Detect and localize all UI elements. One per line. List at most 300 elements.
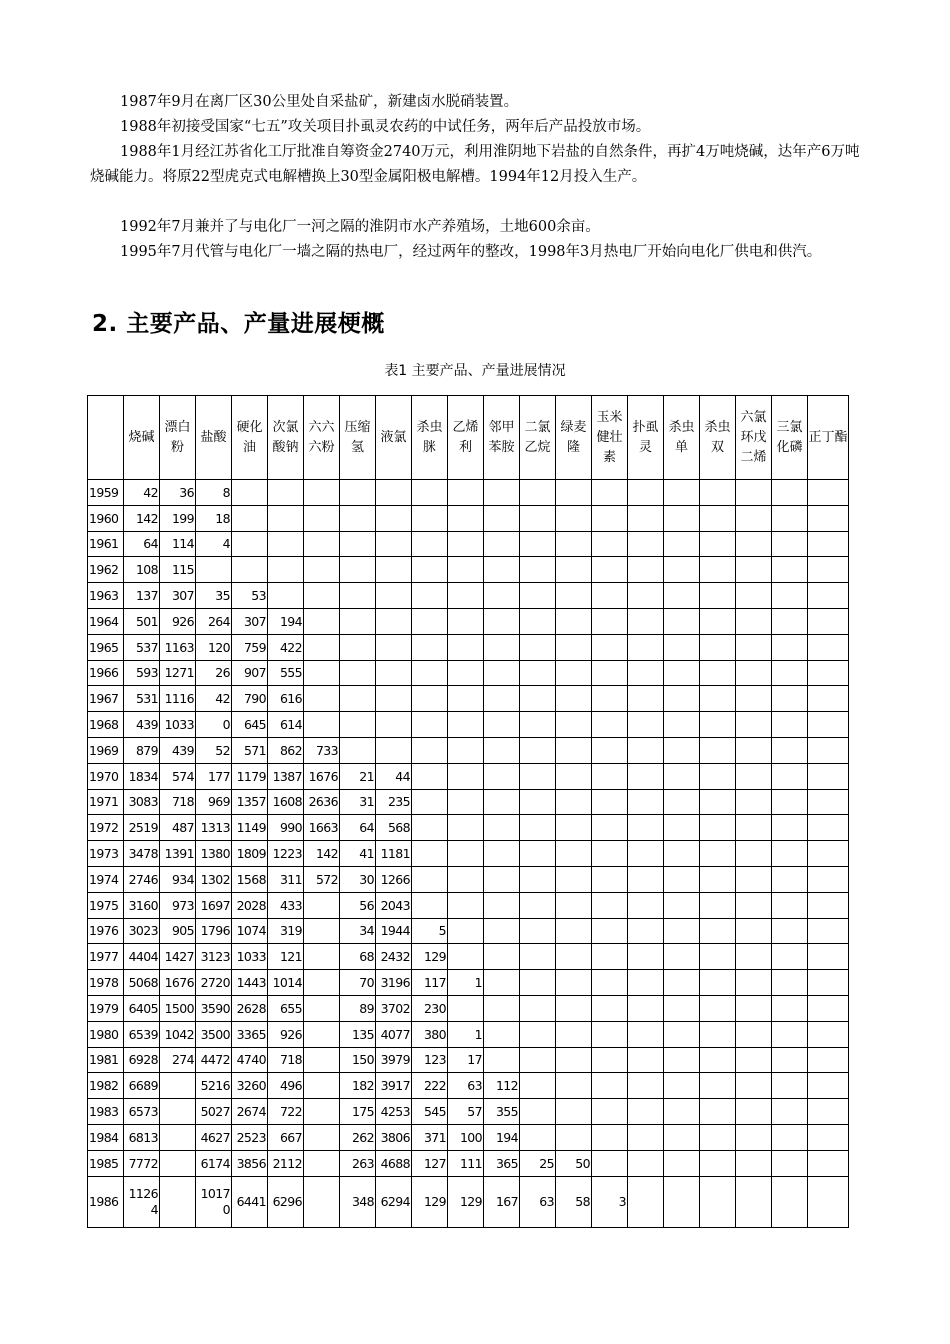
table-cell xyxy=(412,480,448,506)
table-cell xyxy=(772,1047,808,1073)
table-cell xyxy=(700,1099,736,1125)
table-cell xyxy=(736,1124,772,1150)
table-cell xyxy=(808,480,849,506)
table-cell xyxy=(448,660,484,686)
year-cell: 1976 xyxy=(88,918,124,944)
table-cell xyxy=(556,480,592,506)
table-cell xyxy=(736,1021,772,1047)
table-cell xyxy=(556,660,592,686)
table-cell xyxy=(520,944,556,970)
table-cell xyxy=(628,1150,664,1176)
table-cell xyxy=(304,995,340,1021)
table-cell xyxy=(448,815,484,841)
table-cell: 35 xyxy=(196,583,232,609)
table-cell: 2519 xyxy=(124,815,160,841)
table-cell xyxy=(736,712,772,738)
table-cell: 21 xyxy=(340,763,376,789)
table-cell xyxy=(520,531,556,557)
table-cell xyxy=(520,686,556,712)
table-cell xyxy=(592,995,628,1021)
table-cell xyxy=(340,608,376,634)
table-cell xyxy=(700,712,736,738)
table-cell xyxy=(448,789,484,815)
table-cell: 11264 xyxy=(124,1176,160,1227)
table-cell xyxy=(448,480,484,506)
table-cell: 262 xyxy=(340,1124,376,1150)
table-cell: 433 xyxy=(268,892,304,918)
table-cell: 2028 xyxy=(232,892,268,918)
table-cell xyxy=(520,841,556,867)
table-cell: 6539 xyxy=(124,1021,160,1047)
table-cell xyxy=(484,557,520,583)
table-cell xyxy=(556,557,592,583)
table-cell: 1500 xyxy=(160,995,196,1021)
table-cell: 1697 xyxy=(196,892,232,918)
table-cell xyxy=(700,970,736,996)
table-cell xyxy=(772,918,808,944)
table-row xyxy=(88,686,849,712)
table-cell: 1116 xyxy=(160,686,196,712)
table-cell xyxy=(664,1099,700,1125)
table-cell xyxy=(808,531,849,557)
table-cell xyxy=(556,1124,592,1150)
table-cell xyxy=(592,841,628,867)
table-cell xyxy=(736,815,772,841)
table-cell: 10170 xyxy=(196,1176,232,1227)
table-cell: 571 xyxy=(232,737,268,763)
table-cell xyxy=(484,866,520,892)
table-cell: 2636 xyxy=(304,789,340,815)
table-cell xyxy=(736,557,772,583)
table-cell xyxy=(628,1047,664,1073)
table-cell: 3856 xyxy=(232,1150,268,1176)
table-cell: 907 xyxy=(232,660,268,686)
table-cell xyxy=(376,583,412,609)
table-cell: 1163 xyxy=(160,634,196,660)
table-cell: 1179 xyxy=(232,763,268,789)
table-cell xyxy=(664,505,700,531)
table-cell xyxy=(628,480,664,506)
table-cell xyxy=(628,1073,664,1099)
table-row xyxy=(88,944,849,970)
table-cell xyxy=(772,1124,808,1150)
production-table xyxy=(87,395,849,1228)
table-cell: 655 xyxy=(268,995,304,1021)
table-cell xyxy=(484,634,520,660)
table-cell xyxy=(520,737,556,763)
column-header: 烧碱 xyxy=(124,396,160,480)
table-cell xyxy=(520,583,556,609)
table-cell: 926 xyxy=(268,1021,304,1047)
table-cell xyxy=(556,995,592,1021)
table-cell: 52 xyxy=(196,737,232,763)
table-cell: 718 xyxy=(268,1047,304,1073)
table-cell xyxy=(700,634,736,660)
table-cell xyxy=(736,1099,772,1125)
table-cell xyxy=(592,505,628,531)
table-cell xyxy=(592,1047,628,1073)
table-cell xyxy=(556,583,592,609)
table-cell: 1181 xyxy=(376,841,412,867)
table-cell xyxy=(484,841,520,867)
table-cell xyxy=(268,505,304,531)
table-cell: 926 xyxy=(160,608,196,634)
table-cell xyxy=(304,505,340,531)
table-cell: 645 xyxy=(232,712,268,738)
table-cell xyxy=(556,970,592,996)
table-cell: 68 xyxy=(340,944,376,970)
table-cell: 2523 xyxy=(232,1124,268,1150)
table-row xyxy=(88,995,849,1021)
table-cell xyxy=(772,712,808,738)
table-row xyxy=(88,608,849,634)
table-cell xyxy=(808,1099,849,1125)
table-cell xyxy=(592,480,628,506)
table-cell xyxy=(556,866,592,892)
table-cell xyxy=(556,1073,592,1099)
year-cell: 1972 xyxy=(88,815,124,841)
table-cell: 439 xyxy=(160,737,196,763)
table-cell xyxy=(592,944,628,970)
table-cell xyxy=(772,660,808,686)
table-cell xyxy=(520,660,556,686)
table-header xyxy=(88,396,849,480)
table-cell xyxy=(412,583,448,609)
table-cell xyxy=(628,505,664,531)
table-cell xyxy=(808,1073,849,1099)
table-cell xyxy=(304,1047,340,1073)
table-cell: 862 xyxy=(268,737,304,763)
table-cell: 616 xyxy=(268,686,304,712)
table-cell xyxy=(736,763,772,789)
table-cell xyxy=(736,944,772,970)
table-cell xyxy=(700,480,736,506)
table-cell xyxy=(520,815,556,841)
table-cell xyxy=(736,737,772,763)
year-cell: 1969 xyxy=(88,737,124,763)
table-cell: 365 xyxy=(484,1150,520,1176)
table-cell: 108 xyxy=(124,557,160,583)
table-cell xyxy=(772,1073,808,1099)
table-cell xyxy=(664,686,700,712)
table-cell xyxy=(520,634,556,660)
table-cell: 274 xyxy=(160,1047,196,1073)
table-cell xyxy=(700,866,736,892)
table-cell: 380 xyxy=(412,1021,448,1047)
table-cell: 487 xyxy=(160,815,196,841)
table-cell xyxy=(484,918,520,944)
table-cell xyxy=(340,686,376,712)
table-cell: 1944 xyxy=(376,918,412,944)
table-cell xyxy=(664,1021,700,1047)
table-cell xyxy=(556,712,592,738)
table-cell xyxy=(808,866,849,892)
table-cell xyxy=(700,892,736,918)
table-cell xyxy=(664,944,700,970)
table-cell xyxy=(664,1124,700,1150)
table-cell: 135 xyxy=(340,1021,376,1047)
table-cell xyxy=(736,531,772,557)
table-cell xyxy=(376,660,412,686)
table-cell: 8 xyxy=(196,480,232,506)
table-cell: 4740 xyxy=(232,1047,268,1073)
table-cell xyxy=(808,1124,849,1150)
table-cell: 41 xyxy=(340,841,376,867)
column-header: 杀虫单 xyxy=(664,396,700,480)
table-cell xyxy=(700,505,736,531)
table-cell xyxy=(520,970,556,996)
table-cell xyxy=(376,634,412,660)
table-cell xyxy=(772,531,808,557)
table-cell: 545 xyxy=(412,1099,448,1125)
table-cell: 1149 xyxy=(232,815,268,841)
table-cell xyxy=(592,712,628,738)
table-cell: 264 xyxy=(196,608,232,634)
table-cell xyxy=(736,634,772,660)
table-cell xyxy=(628,892,664,918)
table-cell: 496 xyxy=(268,1073,304,1099)
table-cell xyxy=(700,660,736,686)
table-cell xyxy=(628,944,664,970)
table-cell xyxy=(484,1021,520,1047)
table-cell xyxy=(664,557,700,583)
table-cell: 89 xyxy=(340,995,376,1021)
table-cell xyxy=(808,583,849,609)
year-cell: 1965 xyxy=(88,634,124,660)
table-cell xyxy=(340,531,376,557)
table-cell xyxy=(556,1099,592,1125)
table-cell xyxy=(772,1099,808,1125)
year-cell: 1984 xyxy=(88,1124,124,1150)
table-cell: 57 xyxy=(448,1099,484,1125)
table-cell xyxy=(484,608,520,634)
table-row xyxy=(88,557,849,583)
table-cell: 3917 xyxy=(376,1073,412,1099)
table-cell xyxy=(592,531,628,557)
table-cell xyxy=(664,815,700,841)
table-cell xyxy=(628,712,664,738)
table-cell: 3 xyxy=(592,1176,628,1227)
table-cell xyxy=(736,505,772,531)
table-row xyxy=(88,634,849,660)
year-cell: 1960 xyxy=(88,505,124,531)
table-cell xyxy=(304,1021,340,1047)
column-header: 玉米健壮素 xyxy=(592,396,628,480)
column-header: 绿麦隆 xyxy=(556,396,592,480)
table-cell xyxy=(448,712,484,738)
table-row xyxy=(88,789,849,815)
table-cell xyxy=(808,944,849,970)
table-cell xyxy=(592,815,628,841)
table-cell xyxy=(664,531,700,557)
table-row xyxy=(88,841,849,867)
table-cell xyxy=(592,583,628,609)
table-cell: 25 xyxy=(520,1150,556,1176)
table-cell: 759 xyxy=(232,634,268,660)
year-cell: 1961 xyxy=(88,531,124,557)
table-cell: 114 xyxy=(160,531,196,557)
table-cell xyxy=(304,712,340,738)
table-cell: 5216 xyxy=(196,1073,232,1099)
table-cell: 175 xyxy=(340,1099,376,1125)
table-cell: 2432 xyxy=(376,944,412,970)
column-header: 扑虱灵 xyxy=(628,396,664,480)
column-header: 硬化油 xyxy=(232,396,268,480)
table-cell: 182 xyxy=(340,1073,376,1099)
table-cell xyxy=(808,841,849,867)
table-cell xyxy=(772,892,808,918)
table-cell xyxy=(808,995,849,1021)
table-cell xyxy=(448,686,484,712)
table-cell xyxy=(664,608,700,634)
table-cell xyxy=(664,583,700,609)
table-cell xyxy=(556,841,592,867)
paragraph-1992: 1992年7月兼并了与电化厂一河之隔的淮阴市水产养殖场，土地600余亩。 xyxy=(120,219,600,235)
table-row xyxy=(88,583,849,609)
table-cell xyxy=(304,1073,340,1099)
table-cell: 199 xyxy=(160,505,196,531)
table-cell: 4253 xyxy=(376,1099,412,1125)
table-cell xyxy=(808,789,849,815)
table-cell xyxy=(484,944,520,970)
table-cell: 969 xyxy=(196,789,232,815)
table-cell xyxy=(556,763,592,789)
table-cell: 422 xyxy=(268,634,304,660)
table-cell: 3023 xyxy=(124,918,160,944)
table-cell xyxy=(376,557,412,583)
column-header: 二氯乙烷 xyxy=(520,396,556,480)
table-cell xyxy=(304,634,340,660)
table-cell xyxy=(592,1150,628,1176)
table-cell xyxy=(304,557,340,583)
table-cell xyxy=(484,712,520,738)
table-cell xyxy=(592,686,628,712)
table-cell xyxy=(376,480,412,506)
table-cell xyxy=(340,557,376,583)
table-cell xyxy=(484,480,520,506)
paragraph-1987: 1987年9月在离厂区30公里处自采盐矿，新建卤水脱硝装置。 xyxy=(120,94,519,110)
table-cell xyxy=(664,1047,700,1073)
table-cell: 1568 xyxy=(232,866,268,892)
table-cell xyxy=(412,686,448,712)
table-cell: 311 xyxy=(268,866,304,892)
table-cell xyxy=(772,1021,808,1047)
table-cell: 6296 xyxy=(268,1176,304,1227)
table-cell xyxy=(664,1073,700,1099)
paragraph-1988-pesticide: 1988年初接受国家“七五”攻关项目扑虱灵农药的中试任务，两年后产品投放市场。 xyxy=(120,119,651,135)
table-cell: 5027 xyxy=(196,1099,232,1125)
table-cell xyxy=(772,944,808,970)
table-cell: 194 xyxy=(484,1124,520,1150)
table-row xyxy=(88,737,849,763)
table-cell xyxy=(304,1176,340,1227)
table-cell: 26 xyxy=(196,660,232,686)
column-header: 三氯化磷 xyxy=(772,396,808,480)
table-cell: 1313 xyxy=(196,815,232,841)
table-cell xyxy=(736,892,772,918)
table-row xyxy=(88,1073,849,1099)
table-cell xyxy=(520,1047,556,1073)
table-cell: 137 xyxy=(124,583,160,609)
table-cell xyxy=(556,531,592,557)
table-cell: 50 xyxy=(556,1150,592,1176)
table-cell xyxy=(772,789,808,815)
table-cell xyxy=(808,970,849,996)
table-cell xyxy=(484,789,520,815)
table-cell xyxy=(736,995,772,1021)
table-cell: 129 xyxy=(412,944,448,970)
table-cell xyxy=(484,583,520,609)
table-cell xyxy=(376,737,412,763)
table-cell: 1443 xyxy=(232,970,268,996)
table-cell xyxy=(808,1176,849,1227)
table-cell xyxy=(592,737,628,763)
table-cell: 6573 xyxy=(124,1099,160,1125)
table-cell xyxy=(592,1124,628,1150)
table-cell xyxy=(772,763,808,789)
table-cell: 129 xyxy=(412,1176,448,1227)
table-cell: 718 xyxy=(160,789,196,815)
table-cell xyxy=(520,1073,556,1099)
table-cell xyxy=(412,841,448,867)
table-cell xyxy=(376,608,412,634)
table-cell xyxy=(772,866,808,892)
table-cell xyxy=(628,583,664,609)
table-cell: 990 xyxy=(268,815,304,841)
table-cell xyxy=(448,763,484,789)
table-cell: 6294 xyxy=(376,1176,412,1227)
table-cell xyxy=(592,918,628,944)
table-cell xyxy=(340,634,376,660)
column-header xyxy=(88,396,124,480)
table-cell xyxy=(736,841,772,867)
table-cell: 127 xyxy=(412,1150,448,1176)
table-cell: 4688 xyxy=(376,1150,412,1176)
table-cell xyxy=(448,841,484,867)
table-cell: 614 xyxy=(268,712,304,738)
table-cell: 120 xyxy=(196,634,232,660)
table-cell: 2720 xyxy=(196,970,232,996)
table-cell: 1014 xyxy=(268,970,304,996)
table-cell: 1033 xyxy=(160,712,196,738)
table-cell xyxy=(304,1124,340,1150)
table-cell xyxy=(556,789,592,815)
table-cell xyxy=(520,712,556,738)
table-cell xyxy=(664,737,700,763)
section-heading: 2. 主要产品、产量进展梗概 xyxy=(92,311,385,337)
table-cell: 1271 xyxy=(160,660,196,686)
table-cell: 2674 xyxy=(232,1099,268,1125)
table-cell xyxy=(484,970,520,996)
table-cell xyxy=(484,505,520,531)
table-cell xyxy=(160,1073,196,1099)
table-cell xyxy=(592,1021,628,1047)
table-cell xyxy=(340,583,376,609)
table-cell: 1427 xyxy=(160,944,196,970)
table-cell: 34 xyxy=(340,918,376,944)
table-cell xyxy=(232,480,268,506)
table-row xyxy=(88,866,849,892)
table-cell xyxy=(736,1073,772,1099)
table-cell xyxy=(808,737,849,763)
table-cell xyxy=(592,789,628,815)
table-cell: 230 xyxy=(412,995,448,1021)
table-cell xyxy=(592,866,628,892)
table-row xyxy=(88,1176,849,1227)
table-cell xyxy=(700,841,736,867)
table-cell xyxy=(448,918,484,944)
table-cell xyxy=(628,995,664,1021)
